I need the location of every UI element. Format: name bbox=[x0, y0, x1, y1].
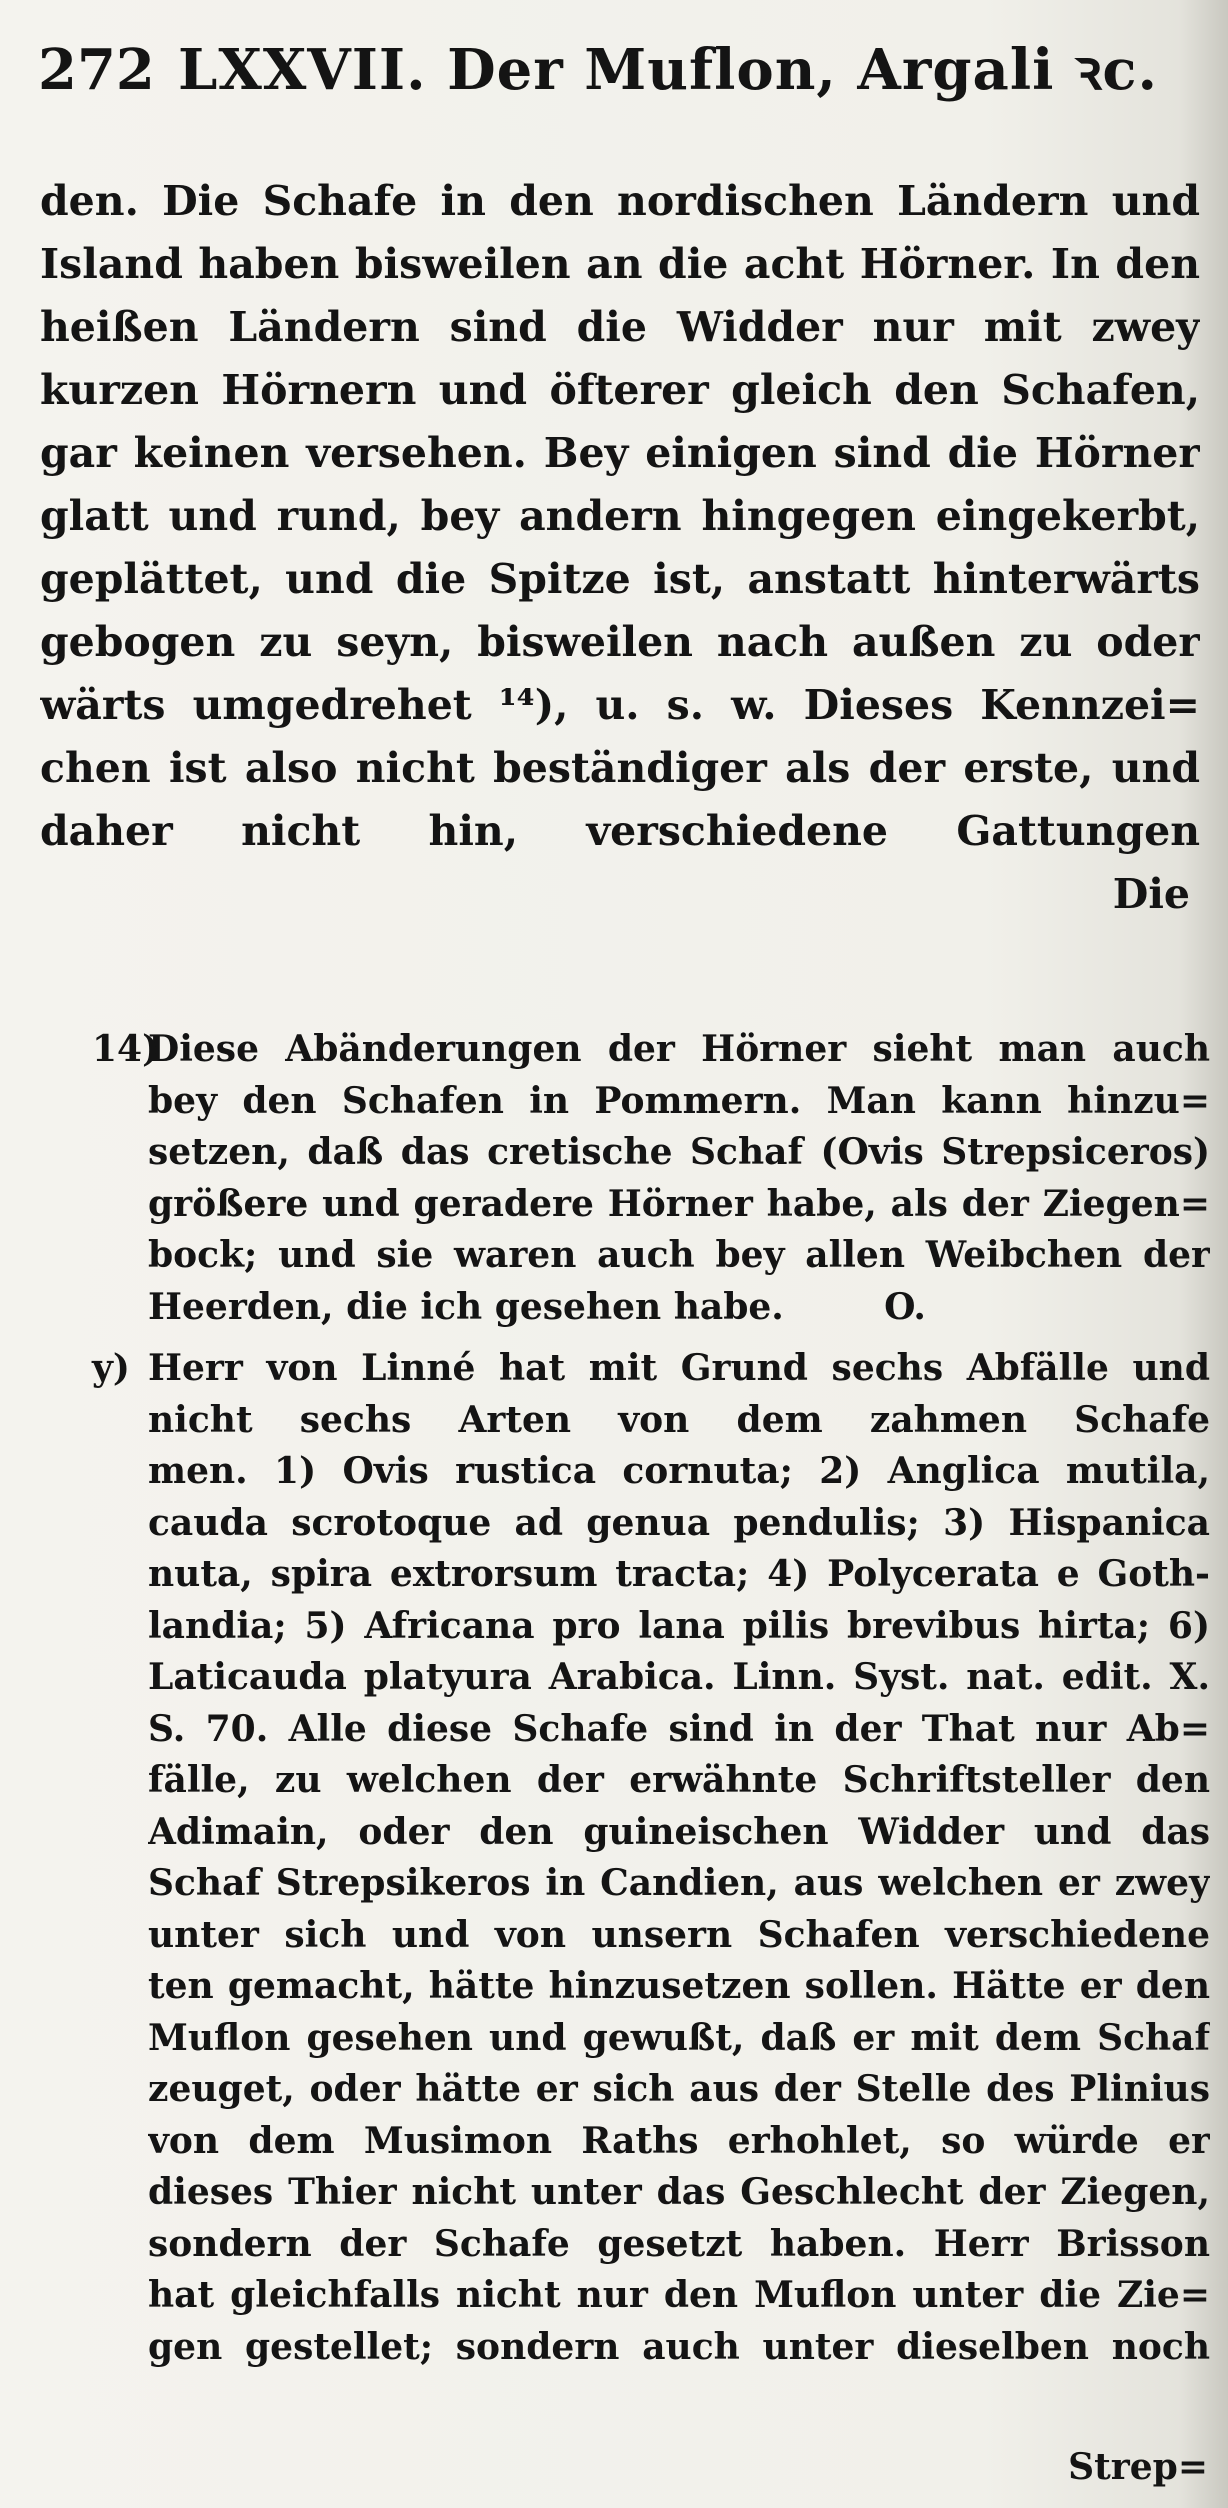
footnote-line: men. 1) Ovis rustica cornuta; 2) Anglica mutila, bbox=[148, 1450, 1210, 1492]
footnote-line: fälle, zu welchen der erwähnte Schriftsteller den bbox=[148, 1759, 1210, 1801]
text-line: gar keinen versehen. Bey einigen sind die Hörner bbox=[40, 429, 1200, 477]
footnote-line: zeuget, oder hätte er sich aus der Stelle des Plinius bbox=[148, 2068, 1210, 2110]
footnote-line: gen gestellet; sondern auch unter dieselben noch bbox=[148, 2325, 1210, 2368]
footnote-line: Adimain, oder den guineischen Widder und das bbox=[148, 1810, 1210, 1853]
footnote-line: größere und geradere Hörner habe, als der Ziegen= bbox=[148, 1182, 1210, 1225]
footnote-line: von dem Musimon Raths erhohlet, so würde er bbox=[148, 2119, 1210, 2162]
footnote-line: Schaf Strepsikeros in Candien, aus welchen er zwey bbox=[148, 1862, 1210, 1904]
text-line: wärts umgedrehet ¹⁴), u. s. w. Dieses Kennzei= bbox=[40, 681, 1200, 729]
footnote-line: Heerden, die ich gesehen habe. O. bbox=[148, 1285, 926, 1328]
text-line: daher nicht hin, verschiedene Gattungen bbox=[40, 807, 1200, 855]
footnote-14 bbox=[92, 1024, 1210, 1333]
catchword-main: Die bbox=[1112, 870, 1190, 918]
footnote-line: Herr von Linné hat mit Grund sechs Abfälle und bbox=[148, 1347, 1210, 1389]
text-line: kurzen Hörnern und öfterer gleich den Schafen, bbox=[40, 366, 1200, 414]
footnote-line: hat gleichfalls nicht nur den Muflon unter die Zie= bbox=[148, 2274, 1210, 2316]
footnote-line: dieses Thier nicht unter das Geschlecht der Ziegen, bbox=[148, 2171, 1210, 2213]
footnote-line: nicht sechs Arten von dem zahmen Schafe bbox=[148, 1398, 1210, 1441]
footnote-line: cauda scrotoque ad genua pendulis; 3) Hispanica bbox=[148, 1501, 1210, 1544]
footnotes-block bbox=[92, 1024, 1210, 2373]
footnote-line: sondern der Schafe gesetzt haben. Herr Brisson bbox=[148, 2222, 1210, 2265]
running-head bbox=[38, 30, 1188, 110]
catchword-footnotes: Strep= bbox=[1068, 2446, 1208, 2488]
footnote-marker: y) bbox=[92, 1347, 130, 1389]
footnote-marker: 14) bbox=[92, 1028, 160, 1070]
footnote-line: unter sich und von unsern Schafen verschiedene bbox=[148, 1913, 1210, 1956]
text-line: geplättet, und die Spitze ist, anstatt hinterwärts bbox=[40, 555, 1200, 603]
footnote-line: bey den Schafen in Pommern. Man kann hinzu= bbox=[148, 1079, 1210, 1122]
footnote-line: Muflon gesehen und gewußt, daß er mit dem Schaf bbox=[148, 2016, 1210, 2059]
text-line: chen ist also nicht beständiger als der erste, und bbox=[40, 744, 1200, 792]
footnote-line: S. 70. Alle diese Schafe sind in der That nur Ab= bbox=[148, 1707, 1210, 1750]
running-title: LXXVII. Der Muflon, Argali ꝛc. bbox=[178, 37, 1158, 103]
text-line: Island haben bisweilen an die acht Hörner. In den bbox=[40, 240, 1200, 288]
footnote-line: Laticauda platyura Arabica. Linn. Syst. nat. edit. X. bbox=[148, 1656, 1210, 1698]
footnote-line: Diese Abänderungen der Hörner sieht man auch bbox=[148, 1028, 1210, 1070]
page-number: 272 bbox=[38, 37, 155, 103]
footnote-line: setzen, daß das cretische Schaf (Ovis Strepsiceros) bbox=[148, 1131, 1210, 1173]
main-text-block bbox=[40, 170, 1200, 926]
footnote-y bbox=[92, 1343, 1210, 2373]
footnote-line: bock; und sie waren auch bey allen Weibchen der bbox=[148, 1234, 1210, 1276]
footnote-line: ten gemacht, hätte hinzusetzen sollen. Hätte er den bbox=[148, 1965, 1210, 2007]
text-line: heißen Ländern sind die Widder nur mit zwey bbox=[40, 303, 1200, 351]
footnote-line: landia; 5) Africana pro lana pilis brevibus hirta; 6) bbox=[148, 1604, 1210, 1647]
text-line: den. Die Schafe in den nordischen Ländern und bbox=[40, 177, 1200, 225]
text-line: gebogen zu seyn, bisweilen nach außen zu oder bbox=[40, 618, 1200, 666]
footnote-line: nuta, spira extrorsum tracta; 4) Polycerata e Goth- bbox=[148, 1553, 1210, 1595]
text-line: glatt und rund, bey andern hingegen eingekerbt, bbox=[40, 492, 1200, 540]
